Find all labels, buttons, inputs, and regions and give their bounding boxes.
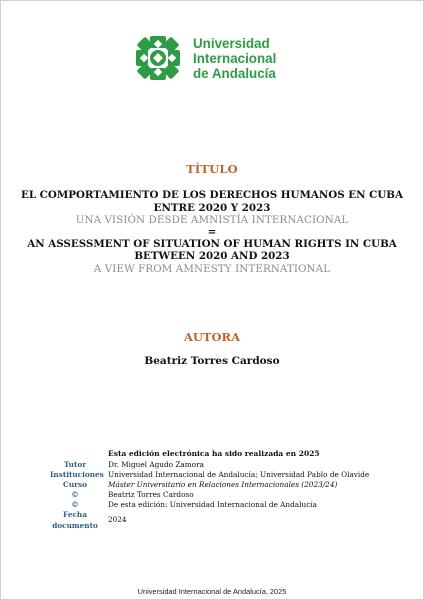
label-document: documento <box>52 520 98 530</box>
copyright-edition-value: De esta edición: Universidad Internacional de Andalucía <box>108 500 317 510</box>
edition-note: Esta edición electrónica ha sido realizada en 2025 <box>108 449 320 458</box>
title-separator: = <box>207 225 217 238</box>
thesis-title <box>20 189 404 275</box>
university-logo <box>133 33 323 85</box>
copyright-author-value: Beatriz Torres Cardoso <box>108 490 194 500</box>
course-value: Máster Universitario en Relaciones Internacionales (2023/24) <box>108 480 338 490</box>
logo-line-2: Internacional <box>193 51 277 66</box>
author-section-label: AUTORA <box>183 330 240 344</box>
logo-line-3: de Andalucía <box>193 66 276 81</box>
date-value: 2024 <box>108 515 127 525</box>
university-logo-wordmark <box>193 36 276 81</box>
label-institutions: Instituciones <box>50 470 104 480</box>
metadata-labels <box>50 460 104 531</box>
label-tutor: Tutor <box>63 460 87 469</box>
logo-line-1: Universidad <box>193 36 270 51</box>
title-en-line-2: BETWEEN 2020 AND 2023 <box>134 250 290 262</box>
institutions-value: Universidad Internacional de Andalucía; Universidad Pablo de Olavide <box>108 470 370 480</box>
label-course: Curso <box>63 480 87 490</box>
subtitle-en: A VIEW FROM AMNESTY INTERNATIONAL <box>93 262 331 275</box>
title-es-line-1: EL COMPORTAMIENTO DE LOS DERECHOS HUMANOS EN CUBA <box>20 189 403 201</box>
label-copyright-edition: © <box>71 500 79 510</box>
title-section-label: TÍTULO <box>186 162 238 176</box>
uia-star-mark-icon <box>133 33 183 83</box>
title-en-line-1: AN ASSESSMENT OF SITUATION OF HUMAN RIGHTS IN CUBA <box>27 237 397 250</box>
label-date: Fecha <box>63 510 87 520</box>
metadata-values <box>108 460 369 526</box>
title-es-line-2: ENTRE 2020 Y 2023 <box>153 201 271 214</box>
label-copyright-author: © <box>71 490 79 500</box>
page-footer: Universidad Internacional de Andalucía, 2025 <box>137 587 287 596</box>
subtitle-es: UNA VISIÓN DESDE AMNISTÍA INTERNACIONAL <box>75 214 349 226</box>
tutor-value: Dr. Miguel Agudo Zamora <box>108 460 204 469</box>
author-name: Beatriz Torres Cardoso <box>144 355 280 367</box>
